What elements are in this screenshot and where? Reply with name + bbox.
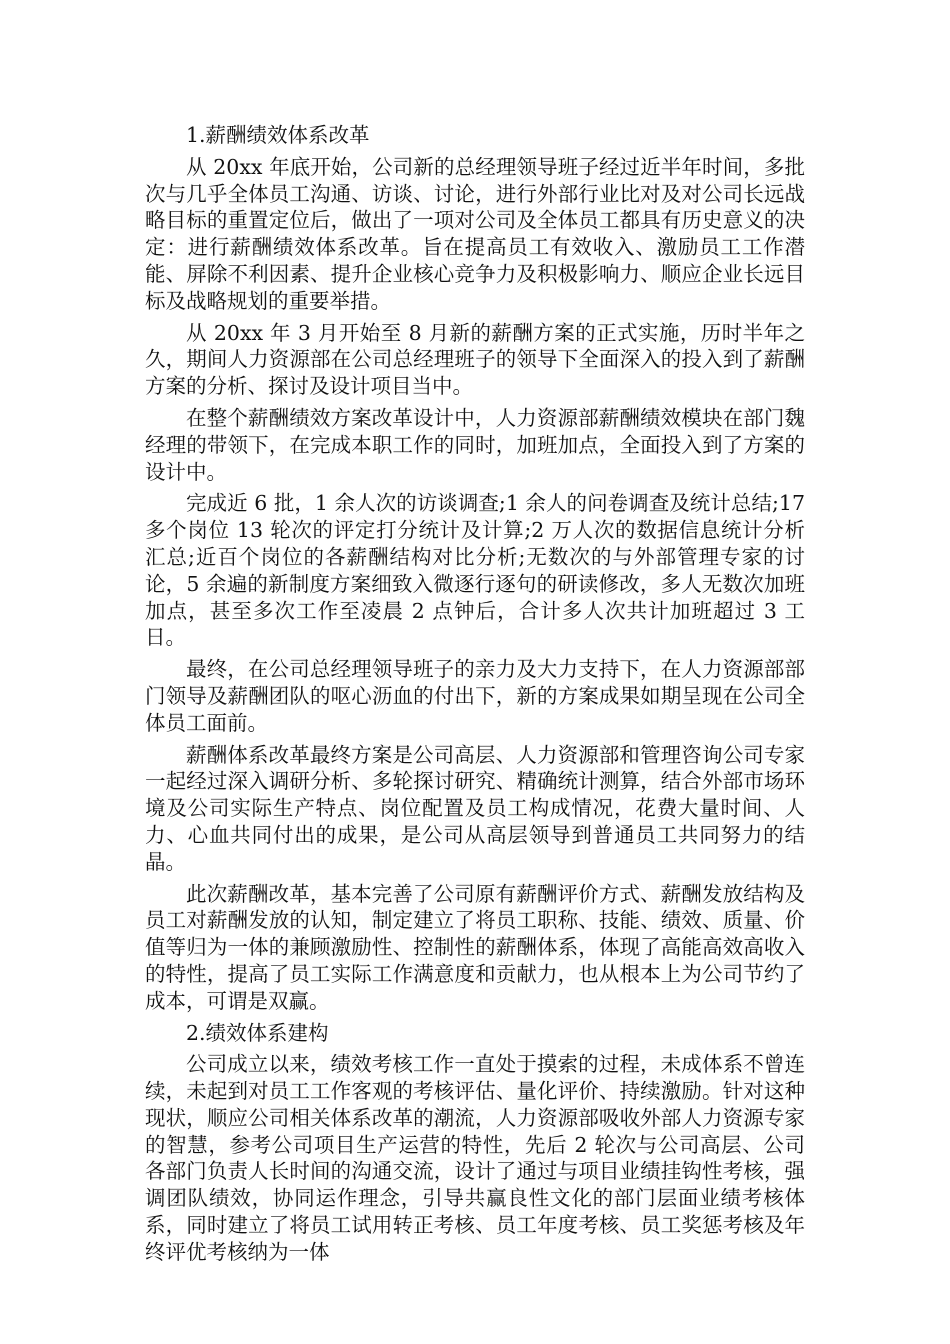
section-heading-salary-reform: 1.薪酬绩效体系改革 <box>186 123 370 147</box>
paragraph-final-result: 最终，在公司总经理领导班子的亲力及大力支持下，在人力资源部部门领导及薪酬团队的呕心沥血的付出下，新的方案成果如期呈现在公司全体员工面前。 <box>145 657 805 735</box>
paragraph-final-plan: 薪酬体系改革最终方案是公司高层、人力资源部和管理咨询公司专家一起经过深入调研分析、多轮探讨研究、精确统计测算，结合外部市场环境及公司实际生产特点、岗位配置及员工构成情况，花费大量时间、人力、心血共同付出的成果，是公司从高层领导到普通员工共同努力的结晶。 <box>145 742 805 874</box>
paragraph-implementation-period: 从 20xx 年 3 月开始至 8 月新的薪酬方案的正式实施，历时半年之久，期间人力资源部在公司总经理班子的领导下全面深入的投入到了薪酬方案的分析、探讨及设计项目当中。 <box>145 320 805 399</box>
section-heading-performance-system: 2.绩效体系建构 <box>186 1020 329 1045</box>
paragraph-reform-decision: 从 20xx 年底开始，公司新的总经理领导班子经过近半年时间，多批次与几乎全体员工沟通、访谈、讨论，进行外部行业比对及对公司长远战略目标的重置定位后，做出了一项对公司及全体员工都具有历史意义的决定：进行薪酬绩效体系改革。旨在提高员工有效收入、激励员工工作潜能、屏除不利因素、提升企业核心竞争力及积极影响力、顺应企业长远目标及战略规划的重要举措。 <box>145 154 805 313</box>
paragraph-reform-benefits: 此次薪酬改革，基本完善了公司原有薪酬评价方式、薪酬发放结构及员工对薪酬发放的认知，制定建立了将员工职称、技能、绩效、质量、价值等归为一体的兼顾激励性、控制性的薪酬体系，体现了高能高效高收入的特性，提高了员工实际工作满意度和贡献力，也从根本上为公司节约了成本，可谓是双赢。 <box>145 881 805 1013</box>
paragraph-performance-system: 公司成立以来，绩效考核工作一直处于摸索的过程，未成体系不曾连续，未起到对员工工作客观的考核评估、量化评价、持续激励。针对这种现状，顺应公司相关体系改革的潮流，人力资源部吸收外部人力资源专家的智慧，参考公司项目生产运营的特性，先后 2 轮次与公司高层、公司各部门负责人长时间的沟通交流，设计了通过与项目业绩挂钩性考核，强调团队绩效，协同运作理念，引导共赢良性文化的部门层面业绩考核体系，同时建立了将员工试用转正考核、员工年度考核、员工奖惩考核及年终评优考核纳为一体 <box>145 1052 805 1264</box>
paragraph-workload-stats: 完成近 6 批，1 余人次的访谈调查;1 余人的问卷调查及统计总结;17 多个岗位 13 轮次的评定打分统计及计算;2 万人次的数据信息统计分析汇总;近百个岗位的各薪酬结构对比分析;无数次的与外部管理专家的讨论，5 余遍的新制度方案细致入微逐行逐句的研读修改，多人无数次加班加点，甚至多次工作至凌晨 2 点钟后，合计多人次共计加班超过 3 工日。 <box>145 491 805 650</box>
document-body <box>145 122 805 1271</box>
paragraph-design-team: 在整个薪酬绩效方案改革设计中，人力资源部薪酬绩效模块在部门魏经理的带领下，在完成本职工作的同时，加班加点，全面投入到了方案的设计中。 <box>145 405 805 484</box>
